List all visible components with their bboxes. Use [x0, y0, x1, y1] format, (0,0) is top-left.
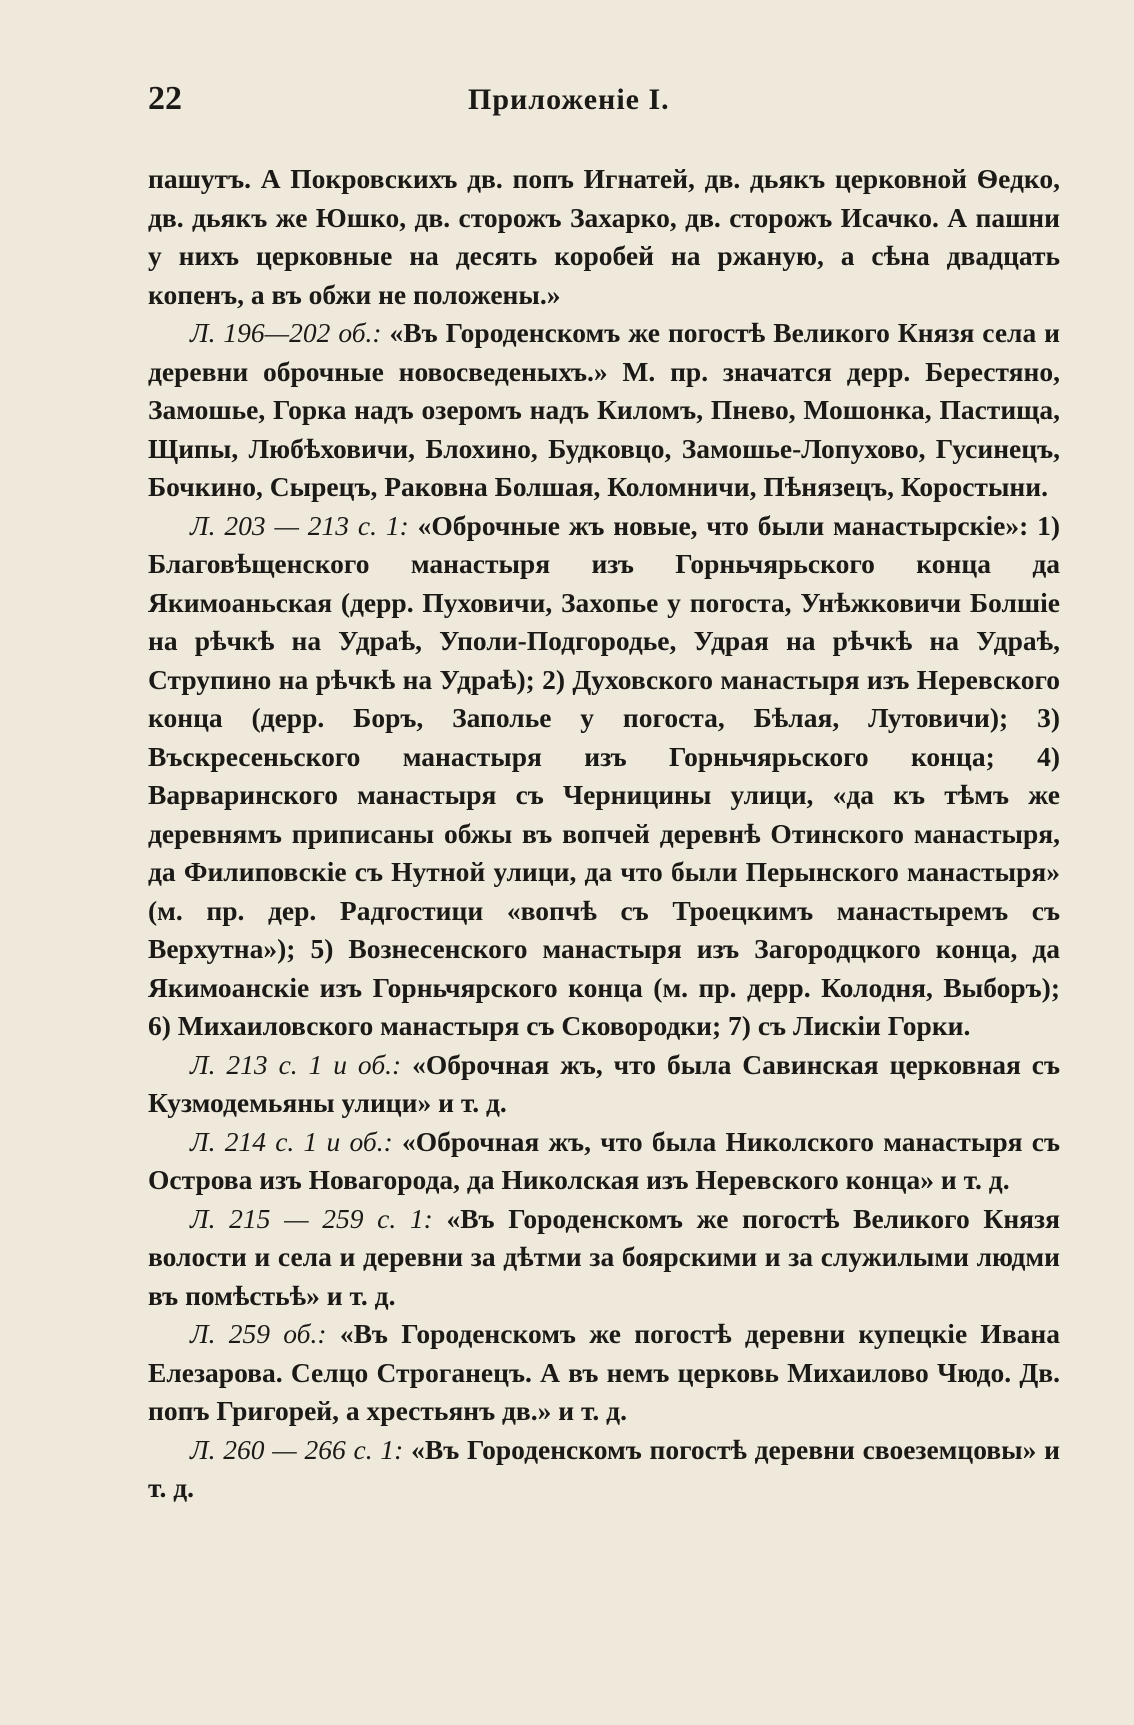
paragraph — [148, 1431, 1060, 1508]
paragraph-text: «Оброчная жъ, что была Николского манастыря съ Острова изъ Новагорода, да Николская изъ Неревского конца» и т. д. — [148, 1125, 1060, 1195]
page-header — [148, 80, 1060, 140]
folio-reference: Л. 214 с. 1 и об.: — [190, 1125, 393, 1157]
folio-reference: Л. 203 — 213 с. 1: — [190, 509, 409, 541]
folio-reference: Л. 215 — 259 с. 1: — [190, 1202, 433, 1234]
folio-reference: Л. 259 об.: — [190, 1318, 327, 1349]
folio-reference: Л. 260 — 266 с. 1: — [190, 1433, 404, 1465]
running-title: Приложеніе I. — [468, 83, 670, 116]
folio-reference: Л. 213 с. 1 и об.: — [190, 1048, 402, 1080]
paragraph-text: пашутъ. А Покровскихъ дв. попъ Игнатей, дв. дьякъ церковной Ѳедко, дв. дьякъ же Юшко, дв. сторожъ Захарко, дв. сторожъ Исачко. А пашни у нихъ церковные на десять коробей на ржаную, а сѣна двадцать копенъ, а въ обжи не положены.» — [148, 163, 1060, 310]
paragraph — [148, 1200, 1060, 1316]
folio-reference: Л. 196—202 об.: — [190, 317, 382, 348]
paragraph — [148, 507, 1060, 1046]
paragraph — [148, 160, 1060, 314]
paragraph-text: «Въ Городенскомъ же погостѣ Великого Князя села и деревни оброчные новосведеныхъ.» М. пр. значатся дерр. Берестяно, Замошье, Горка надъ озеромъ надъ Киломъ, Пнево, Мошонка, Пастища, Щипы, Любѣховичи, Блохино, Будковцо, Замошье-Лопухово, Гусинецъ, Бочкино, Сырецъ, Раковна Болшая, Коломничи, Пѣнязецъ, Коростыни. — [148, 317, 1061, 502]
paragraph-text: «Оброчные жъ новые, что были манастырскіе»: 1) Благовѣщенского манастыря изъ Горньчярьского конца да Якимоаньская (дерр. Пуховичи, Захопье у погоста, Унѣжковичи Болшіе на рѣчкѣ на Удраѣ, Уполи-Подгородье, Удрая на рѣчкѣ на Удраѣ, Струпино на рѣчкѣ на Удраѣ); 2) Духовского манастыря изъ Неревского конца (дерр. Боръ, Заполье у погоста, Бѣлая, Лутовичи); 3) Въскресеньского манастыря изъ Горньчярьского конца; 4) Варваринского манастыря съ Черницины улици, «да къ тѣмъ же деревнямъ приписаны обжы въ вопчей деревнѣ Отинского манастыря, да Филиповскіе съ Нутной улици, да что были Перынского манастыря» (м. пр. дер. Радгостици «вопчѣ съ Троецкимъ манастыремъ съ Верхутна»); 5) Вознесенского манастыря изъ Загородцкого конца, да Якимоанскіе изъ Горньчярского конца (м. пр. дерр. Колодня, Выборъ); 6) Михаиловского манастыря съ Сковородки; 7) съ Лискіи Горки. — [148, 509, 1060, 1041]
paragraph — [148, 1315, 1060, 1431]
paragraph-text: «Оброчная жъ, что была Савинская церковная съ Кузмодемьяны улици» и т. д. — [148, 1048, 1060, 1118]
paragraph-text: «Въ Городенскомъ же погостѣ деревни купецкіе Ивана Елезарова. Селцо Строганецъ. А въ немъ церковь Михаилово Чюдо. Дв. попъ Григорей, а хрестьянъ дв.» и т. д. — [148, 1318, 1061, 1426]
page-number: 22 — [148, 80, 182, 117]
paragraph-text: «Въ Городенскомъ погостѣ деревни своеземцовы» и т. д. — [148, 1433, 1060, 1503]
body-text — [148, 160, 1060, 1508]
paragraph-text: «Въ Городенскомъ же погостѣ Великого Князя волости и села и деревни за дѣтми за боярскими и за служилыми людми въ помѣстьѣ» и т. д. — [148, 1202, 1060, 1311]
paragraph — [148, 1046, 1060, 1123]
paragraph — [148, 1123, 1060, 1200]
paragraph — [148, 314, 1060, 507]
